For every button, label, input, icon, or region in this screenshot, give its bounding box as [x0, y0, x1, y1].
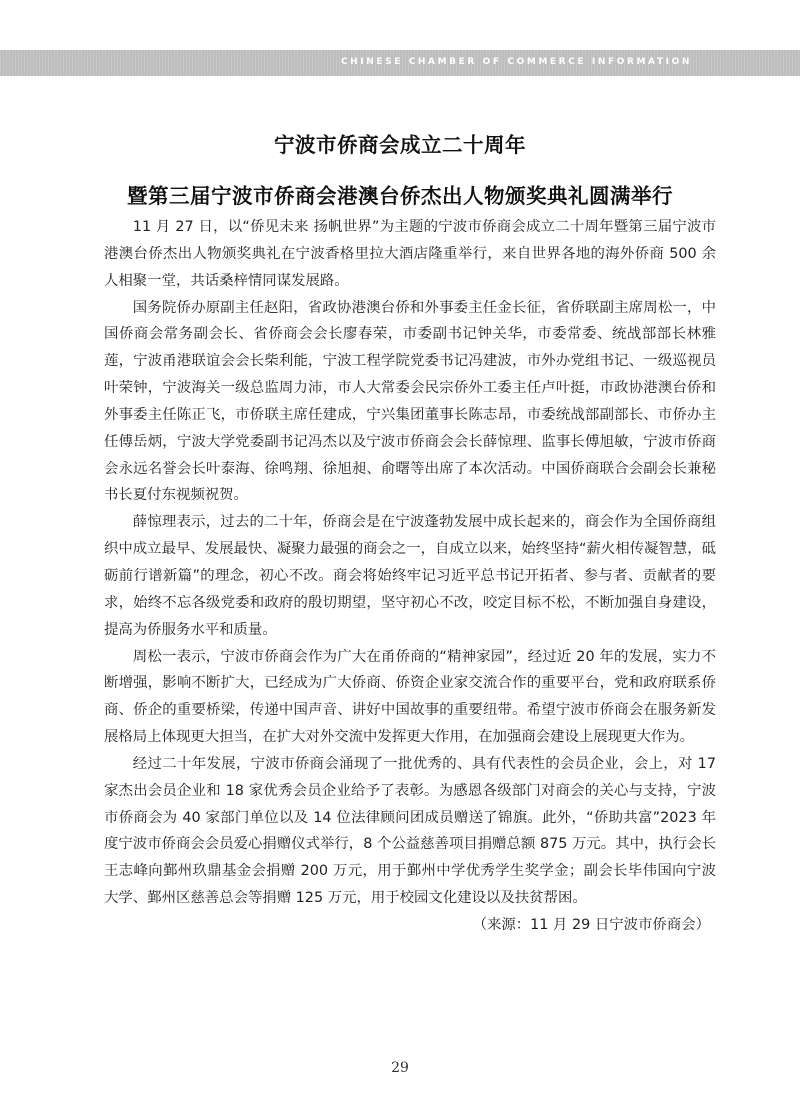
paragraph: 薛惊理表示，过去的二十年，侨商会是在宁波蓬勃发展中成长起来的，商会作为全国侨商组织中成立最早、发展最快、凝聚力最强的商会之一，自成立以来，始终坚持“薪火相传凝智慧，砥砺前行谱新篇”的理念，初心不改。商会将始终牢记习近平总书记开拓者、参与者、贡献者的要求，始终不忘各级党委和政府的殷切期望，坚守初心不改，咬定目标不松，不断加强自身建设，提高为侨服务水平和质量。	[104, 514, 716, 638]
running-header: CHINESE CHAMBER OF COMMERCE INFORMATION	[340, 57, 692, 67]
article-title-line2: 暨第三届宁波市侨商会港澳台侨杰出人物颁奖典礼圆满举行	[127, 184, 673, 208]
paragraph: 经过二十年发展，宁波市侨商会涌现了一批优秀的、具有代表性的会员企业，会上，对 17 家杰出会员企业和 18 家优秀会员企业给予了表彰。为感恩各级部门对商会的关心与支持，宁波市侨商会为 40 家部门单位以及 14 位法律顾问团成员赠送了锦旗。此外，“侨助共富”2023 年度宁波市侨商会会员爱心捐赠仪式举行，8 个公益慈善项目捐赠总额 875 万元。其中，执行会长王志峰向鄞州玖鼎基金会捐赠 200 万元，用于鄞州中学优秀学生奖学金；副会长毕伟国向宁波大学、鄞州区慈善总会等捐赠 125 万元，用于校园文化建设以及扶贫帮困。	[104, 755, 716, 907]
paragraph: 11 月 27 日，以“侨见未来 扬帆世界”为主题的宁波市侨商会成立二十周年暨第三届宁波市港澳台侨杰出人物颁奖典礼在宁波香格里拉大酒店隆重举行，来自世界各地的海外侨商 500 余人相聚一堂，共话桑梓情同谋发展路。	[104, 219, 716, 289]
article-title-line1: 宁波市侨商会成立二十周年	[274, 133, 526, 157]
paragraph: 国务院侨办原副主任赵阳，省政协港澳台侨和外事委主任金长征，省侨联副主席周松一，中国侨商会常务副会长、省侨商会会长廖春荣，市委副书记钟关华，市委常委、统战部部长林雅莲，宁波甬港联谊会会长柴利能，宁波工程学院党委书记冯建波，市外办党组书记、一级巡视员叶荣钟，宁波海关一级总监周力沛，市人大常委会民宗侨外工委主任卢叶挺，市政协港澳台侨和外事委主任陈正飞，市侨联主席任建成，宁兴集团董事长陈志昂，市委统战部副部长、市侨办主任傅岳炳，宁波大学党委副书记冯杰以及宁波市侨商会会长薛惊理、监事长傅旭敏，宁波市侨商会永远名誉会长叶泰海、徐鸣翔、徐旭昶、俞曙等出席了本次活动。中国侨商联合会副会长兼秘书长夏付东视频祝贺。	[104, 299, 716, 504]
article-source: （来源：11 月 29 日宁波市侨商会）	[472, 916, 710, 933]
page-number: 29	[391, 1060, 409, 1076]
paragraph: 周松一表示，宁波市侨商会作为广大在甬侨商的“精神家园”，经过近 20 年的发展，实力不断增强，影响不断扩大，已经成为广大侨商、侨资企业家交流合作的重要平台，党和政府联系侨商、侨企的重要桥梁，传递中国声音、讲好中国故事的重要纽带。希望宁波市侨商会在服务新发展格局上体现更大担当，在扩大对外交流中发挥更大作用，在加强商会建设上展现更大作为。	[104, 648, 716, 746]
article-body	[104, 214, 716, 939]
